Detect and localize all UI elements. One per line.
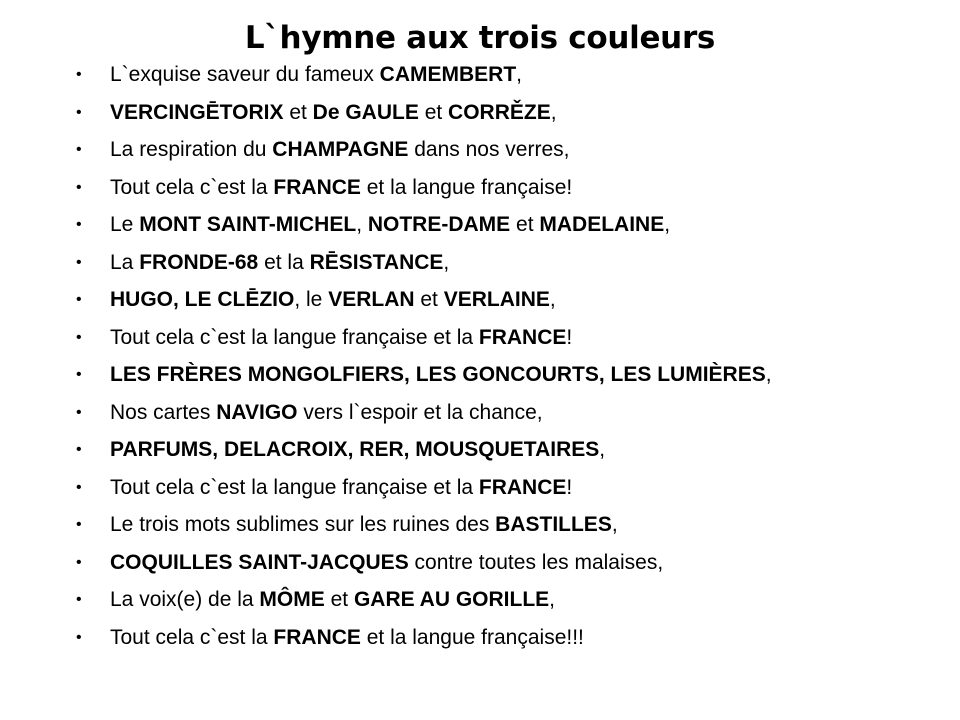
emphasized-text: MONT SAINT-MICHEL (139, 213, 357, 236)
list-item (76, 287, 926, 312)
emphasized-text: CHAMPAGNE (272, 138, 409, 161)
text-segment: Le trois mots sublimes sur les ruines des (110, 513, 496, 536)
text-segment: Tout cela c`est la langue française et la (110, 475, 479, 499)
list-item-text (110, 63, 522, 86)
emphasized-text: COQUILLES SAINT-JACQUES (110, 550, 409, 574)
bullet-icon: • (76, 253, 82, 271)
text-segment: ! (566, 325, 573, 349)
text-segment: , (599, 438, 606, 461)
text-segment: , (516, 63, 522, 86)
text-segment: vers l`espoir et la chance, (297, 400, 543, 424)
text-segment: et (418, 100, 449, 124)
list-item (76, 437, 926, 462)
list-item (76, 550, 926, 575)
list-item-text (110, 176, 572, 199)
text-segment: et (510, 213, 540, 236)
list-item-text (110, 551, 663, 574)
bullet-icon: • (76, 103, 82, 121)
emphasized-text: MADELAINE (539, 213, 665, 236)
list-item (76, 137, 926, 162)
emphasized-text: RĒSISTANCE (309, 250, 444, 274)
list-item-text (110, 476, 572, 499)
text-segment: , (356, 213, 368, 236)
text-segment: Tout cela c`est la (110, 625, 274, 649)
list-item (76, 175, 926, 200)
text-segment: , (549, 288, 556, 311)
list-item (76, 512, 926, 537)
list-item (76, 250, 926, 275)
list-item (76, 475, 926, 500)
bullet-icon: • (76, 628, 82, 646)
text-segment: ! (566, 475, 573, 499)
list-item (76, 587, 926, 612)
bullet-icon: • (76, 216, 82, 233)
bullet-icon: • (76, 591, 82, 608)
text-segment: L`exquise saveur du fameux (110, 63, 380, 86)
text-segment: et (324, 588, 354, 611)
list-item-text (110, 438, 605, 461)
emphasized-text: NOTRE-DAME (367, 213, 511, 236)
list-item (76, 212, 926, 237)
text-segment: et la (258, 250, 310, 274)
bullet-icon: • (76, 516, 82, 533)
text-segment: et la langue française!!! (360, 625, 584, 649)
text-segment: Nos cartes (110, 400, 217, 424)
text-segment: , (550, 100, 557, 124)
list-item-text (110, 363, 772, 386)
bullet-icon: • (76, 553, 82, 571)
list-item (76, 325, 926, 350)
bullet-icon: • (76, 366, 82, 383)
list-item-text (110, 213, 670, 236)
slide-title: L`hymne aux trois couleurs (244, 20, 716, 56)
text-segment: , (765, 363, 772, 386)
text-segment: , (549, 588, 556, 611)
text-segment: et la langue française! (360, 175, 573, 199)
text-segment: Tout cela c`est la langue française et la (110, 325, 479, 349)
emphasized-text: HUGO, LE CLĒZIO (110, 288, 295, 311)
text-segment: La voix(e) de la (110, 588, 260, 611)
emphasized-text: BASTILLES (495, 513, 612, 536)
emphasized-text: CORRĚZE (448, 100, 551, 124)
text-segment: dans nos verres, (408, 138, 570, 161)
emphasized-text: FRONDE-68 (139, 250, 259, 274)
emphasized-text: CAMEMBERT (379, 63, 517, 86)
text-segment: et (414, 288, 444, 311)
bullet-icon: • (76, 66, 82, 83)
emphasized-text: MÔME (259, 588, 325, 611)
text-segment: et (283, 100, 313, 124)
text-segment: , (664, 213, 671, 236)
emphasized-text: FRANCE (273, 175, 361, 199)
list-item-text (110, 401, 543, 424)
text-segment: Le (110, 213, 140, 236)
list-item-text (110, 626, 584, 649)
emphasized-text: NAVIGO (216, 400, 298, 424)
list-item-text (110, 326, 572, 349)
list-item (76, 362, 926, 387)
emphasized-text: FRANCE (478, 325, 567, 349)
bullet-icon: • (76, 291, 82, 308)
emphasized-text: VERLAINE (443, 288, 550, 311)
emphasized-text: De GAULE (312, 100, 419, 124)
list-item-text (110, 513, 618, 536)
emphasized-text: VERLAN (328, 288, 415, 311)
text-segment: Tout cela c`est la (110, 175, 274, 199)
emphasized-text: VERCINGĒTORIX (110, 100, 284, 124)
emphasized-text: GARE AU GORILLE (353, 588, 550, 611)
text-segment: La (110, 250, 140, 274)
emphasized-text: LES FRÈRES MONGOLFIERS, LES GONCOURTS, LES LUMIÈRES (110, 363, 766, 386)
list-item (76, 625, 926, 650)
bullet-icon: • (76, 141, 82, 158)
text-segment: , (443, 250, 450, 274)
bullet-icon: • (76, 441, 82, 458)
poem-bullet-list (76, 62, 926, 662)
bullet-icon: • (76, 403, 82, 421)
bullet-icon: • (76, 328, 82, 346)
text-segment: La respiration du (110, 138, 273, 161)
list-item-text (110, 288, 556, 311)
emphasized-text: FRANCE (273, 625, 361, 649)
emphasized-text: FRANCE (478, 475, 567, 499)
list-item-text (110, 251, 449, 274)
list-item (76, 400, 926, 425)
text-segment: , le (294, 288, 329, 311)
text-segment: contre toutes les malaises, (408, 550, 664, 574)
emphasized-text: PARFUMS, DELACROIX, RER, MOUSQUETAIRES (110, 438, 600, 461)
list-item-text (110, 138, 570, 161)
list-item-text (110, 101, 557, 124)
bullet-icon: • (76, 478, 82, 496)
list-item (76, 62, 926, 87)
text-segment: , (611, 513, 618, 536)
list-item (76, 100, 926, 125)
list-item-text (110, 588, 555, 611)
bullet-icon: • (76, 178, 82, 196)
